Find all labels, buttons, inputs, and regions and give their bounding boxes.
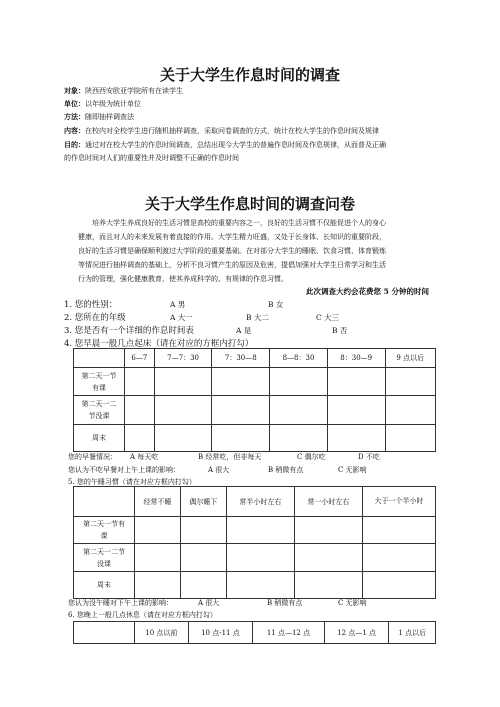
table-header-cell [74,349,125,368]
row-label: 第二天一节有课 [74,517,135,544]
table-header-cell: 6—7 [125,349,155,368]
q2-option-c[interactable]: C 大三 [316,313,340,322]
check-cell[interactable] [270,396,328,425]
check-cell[interactable] [135,544,181,572]
table-row [74,396,436,425]
question-1: 1. 您的性别： [64,300,118,310]
bedtime-table [73,621,436,644]
check-cell[interactable] [135,572,181,599]
q3-option-b[interactable]: B 否 [332,326,348,335]
breakfast-effect-a[interactable]: A 很大 [208,466,230,474]
check-cell[interactable] [154,368,212,396]
row-label: 周末 [74,572,135,599]
q2-option-a[interactable]: A 大一 [170,313,193,322]
check-cell[interactable] [385,396,435,425]
table-header-cell: 11 点—12 点 [253,622,325,644]
check-cell[interactable] [180,544,226,572]
check-cell[interactable] [226,544,294,572]
breakfast-question: 您的早餐情况： [68,453,117,461]
check-cell[interactable] [226,517,294,544]
q2-option-b[interactable]: B 大二 [246,313,269,322]
breakfast-effect-c[interactable]: C 无影响 [338,466,367,474]
table-header-cell: 常半小时左右 [226,487,294,517]
check-cell[interactable] [294,544,362,572]
check-cell[interactable] [327,368,385,396]
table-header-cell: 10 点以前 [135,622,189,644]
table-header-cell: 10 点-11 点 [188,622,252,644]
check-cell[interactable] [363,544,436,572]
row-label: 第二天一节有课 [74,368,125,396]
table-header-cell: 经常不睡 [135,487,181,517]
check-cell[interactable] [212,425,270,452]
time-note: 此次调查大约会花费您 5 分钟的时间 [306,287,429,296]
breakfast-option-b[interactable]: B 经常吃，但非每天 [198,453,262,461]
check-cell[interactable] [270,425,328,452]
check-cell[interactable] [327,396,385,425]
meta-content: 内容：在校内对全校学生进行随机抽样调查，采取问卷调查的方式，统计在校大学生的作息时间及规律 [64,126,379,135]
check-cell[interactable] [154,425,212,452]
breakfast-effect-b[interactable]: B 稍微有点 [268,466,304,474]
table-header-cell [74,487,135,517]
check-cell[interactable] [125,368,155,396]
table-row [74,425,436,452]
question-6: 6. 您晚上一般几点休息（请在对应方框内打勾） [68,611,217,619]
check-cell[interactable] [270,368,328,396]
table-header-cell: 7—7：30 [154,349,212,368]
questionnaire-title: 关于大学生作息时间的调查问卷 [144,195,355,213]
table-row [74,544,436,572]
table-header-cell [74,622,135,644]
check-cell[interactable] [154,396,212,425]
check-cell[interactable] [385,368,435,396]
table-header-cell: 7：30—8 [212,349,270,368]
breakfast-option-d[interactable]: D 不吃 [358,453,380,461]
wakeup-table [73,348,436,452]
nap-effect-c[interactable]: C 无影响 [338,599,367,607]
page-title: 关于大学生作息时间的调查 [159,66,340,84]
check-cell[interactable] [327,425,385,452]
question-2: 2. 您所在的年级 [64,313,126,323]
meta-purpose-cont: 的作息时间对人们的重要性并及时调整不正确的作息时间 [64,154,239,162]
question-5: 5. 您的午睡习惯（请在对应方框内打勾） [68,478,196,486]
check-cell[interactable] [363,517,436,544]
check-cell[interactable] [212,368,270,396]
intro-paragraph: 培养大学生养成良好的生活习惯是高校的重要内容之一，良好的生活习惯不仅能促进个人的身心 健康，而且对人的未来发展有着直接的作用。大学生精力旺盛，又处于长身体、长知识的重要阶段， 良好的生活习惯是确保顺利渡过大学阶段的重要基础。在对部分大学生的睡眠、饮食习惯、体育锻炼 等情况进行抽样调查的基础上，分析不良习惯产生的原因及危害，提倡加强对大学生日常学习和生活 行为的管理，强化健康教育，使其养成科学的、有规律的作息习惯。 [78,219,386,283]
question-4: 4. 您早晨一般几点起床（请在对应的方框内打勾） [64,339,254,349]
table-header-cell: 偶尔睡下 [180,487,226,517]
meta-purpose: 目的：通过对在校大学生的作息时间调查，总结出现今大学生的普遍作息时间及作息规律，从而普及正确 [64,140,386,149]
breakfast-option-c[interactable]: C 偶尔吃 [297,453,326,461]
row-label: 第二天一二节没课 [74,396,125,425]
check-cell[interactable] [180,517,226,544]
table-header-cell: 8：30—9 [327,349,385,368]
meta-object: 对象：陕西西安欧亚学院所有在读学生 [64,86,183,95]
check-cell[interactable] [125,425,155,452]
table-header-cell: 9 点以后 [385,349,435,368]
breakfast-option-a[interactable]: A 每天吃 [130,453,159,461]
q3-option-a[interactable]: A 是 [236,326,252,335]
table-header-cell: 12 点—1 点 [324,622,389,644]
table-header-cell: 8—8：30 [270,349,328,368]
check-cell[interactable] [294,572,362,599]
row-label: 周末 [74,425,125,452]
check-cell[interactable] [180,572,226,599]
table-header-cell: 1 点以后 [389,622,436,644]
table-header-cell: 常一小时左右 [294,487,362,517]
check-cell[interactable] [135,517,181,544]
meta-method: 方法：随即抽样调查法 [64,112,134,121]
nap-effect-a[interactable]: A 很大 [198,599,220,607]
nap-effect-b[interactable]: B 稍微有点 [267,599,303,607]
q1-option-a[interactable]: A 男 [170,300,186,309]
check-cell[interactable] [226,572,294,599]
q1-option-b[interactable]: B 女 [268,300,284,309]
breakfast-effect-question: 您认为不吃早餐对上午上课的影响： [68,466,180,474]
meta-unit: 单位：以年级为统计单位 [64,99,141,108]
question-3: 3. 您是否有一个详细的作息时间表 [64,326,194,336]
table-row [74,368,436,396]
table-row [74,517,436,544]
check-cell[interactable] [363,572,436,599]
row-label: 第二天一二节没课 [74,544,135,572]
check-cell[interactable] [385,425,435,452]
table-header-cell: 大于一个半小时 [363,487,436,517]
table-row [74,572,436,599]
nap-table [73,486,436,599]
check-cell[interactable] [212,396,270,425]
check-cell[interactable] [125,396,155,425]
check-cell[interactable] [294,517,362,544]
nap-effect-question: 您认为没午睡对下午上课的影响： [68,599,173,607]
